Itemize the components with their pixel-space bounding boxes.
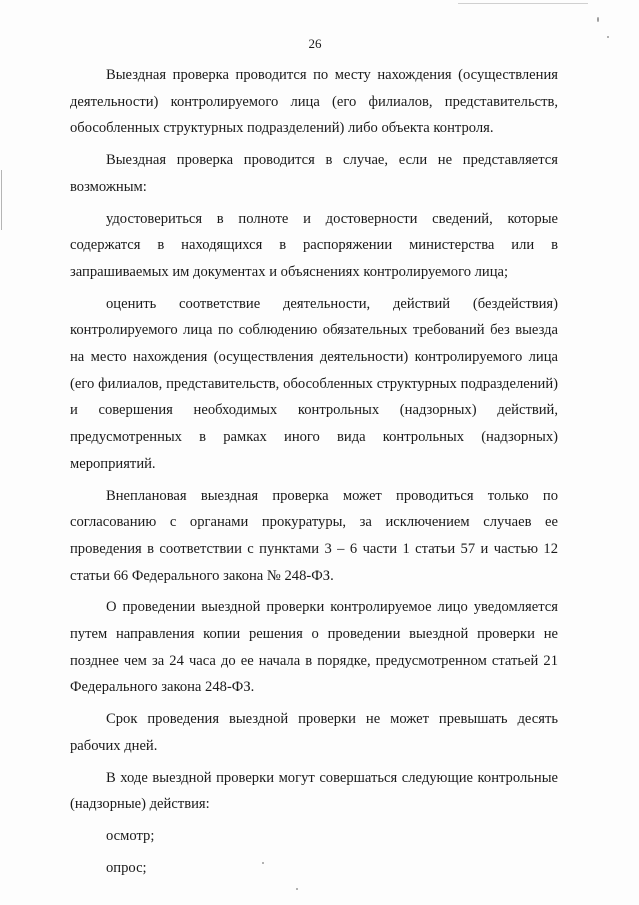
paragraph: Срок проведения выездной проверки не может превышать десять рабочих дней. bbox=[70, 711, 558, 754]
list-item: осмотр; bbox=[106, 827, 155, 844]
scan-artifact-speck bbox=[296, 888, 298, 890]
paragraph: В ходе выездной проверки могут совершаться следующие контрольные (надзорные) действия: bbox=[70, 769, 558, 813]
scan-artifact-edge bbox=[1, 170, 2, 230]
page-number: 26 bbox=[308, 36, 322, 51]
scan-artifact-rule bbox=[458, 3, 588, 4]
paragraph: Внеплановая выездная проверка может проводиться только по согласованию с органами прокуратуры, за исключением случаев ее проведения в соответствии с пунктами 3 – 6 части 1 статьи 57 и частью 12 статьи 66 Федерального закона № 248-ФЗ. bbox=[70, 487, 558, 584]
list-item: опрос; bbox=[106, 859, 147, 876]
scan-artifact-speck bbox=[597, 17, 599, 22]
paragraph: Выездная проверка проводится в случае, если не представляется возможным: bbox=[70, 152, 558, 195]
paragraph: удостовериться в полноте и достоверности сведений, которые содержатся в находящихся в распоряжении министерства или в запрашиваемых им документах и объяснениях контролируемого лица; bbox=[70, 210, 558, 280]
paragraph: оценить соответствие деятельности, действий (бездействия) контролируемого лица по соблюдению обязательных требований без выезда на место нахождения (осуществления деятельности) контролируемого лица (его филиалов, представительств, обособленных структурных подразделений) и совершения необходимых контрольных (надзорных) действий, предусмотренных в рамках иного вида контрольных (надзорных) мероприятий. bbox=[70, 295, 558, 472]
paragraph: Выездная проверка проводится по месту нахождения (осуществления деятельности) контролируемого лица (его филиалов, представительств, обособленных структурных подразделений) либо объекта контроля. bbox=[70, 67, 558, 137]
document-body bbox=[70, 62, 558, 881]
paragraph: О проведении выездной проверки контролируемое лицо уведомляется путем направления копии решения о проведении выездной проверки не позднее чем за 24 часа до ее начала в порядке, предусмотренном статьей 21 Федерального закона 248-ФЗ. bbox=[70, 599, 558, 696]
